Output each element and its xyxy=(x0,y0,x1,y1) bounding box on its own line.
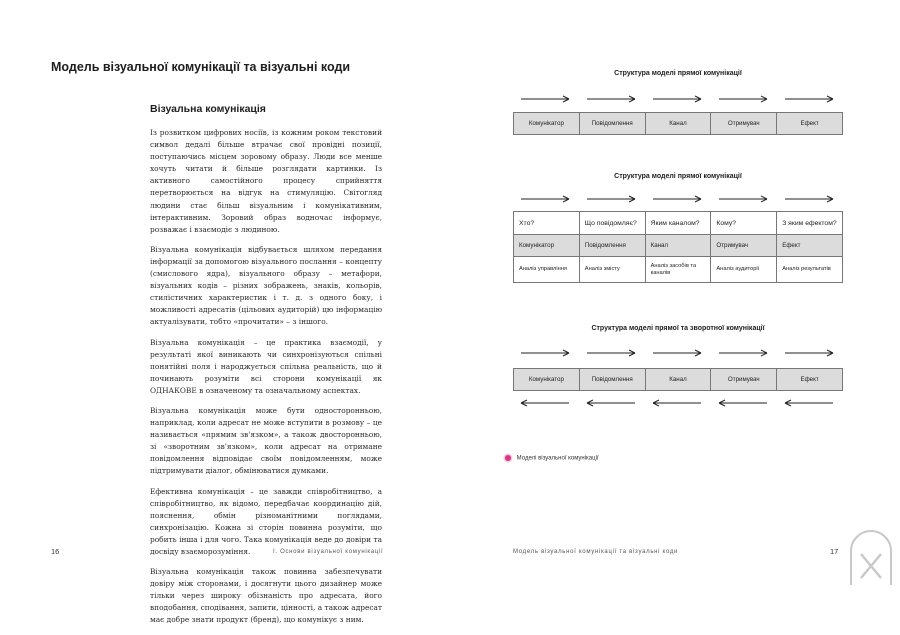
table-row xyxy=(514,212,843,235)
arrow-left-icon xyxy=(719,400,767,406)
forward-arrows xyxy=(513,348,843,358)
arrow-right-icon xyxy=(719,350,767,356)
legend-label: Моделі візуальної комунікації xyxy=(516,455,599,462)
table-cell: Отримувач xyxy=(711,235,777,257)
arrow-right-icon xyxy=(785,350,833,356)
table-cell: Ефект xyxy=(777,235,843,257)
page-number: 16 xyxy=(51,547,60,556)
table-cell: Аналіз управління xyxy=(514,257,580,283)
table-cell: Повідомлення xyxy=(579,369,645,391)
arrow-left-icon xyxy=(521,400,569,406)
feedback-model-table xyxy=(513,368,843,391)
table-cell: Яким каналом? xyxy=(645,212,711,235)
table-row xyxy=(514,369,843,391)
paragraph: Візуальна комунікація може бути односторонньою, наприклад, коли адресат не може вступити в розмову – це називається «прямим зв'язком», а також двосторонньою, зі «зворотним зв'язком», коли адресат на отримане повідомлення відповідає своїм повідомленням, може підтримувати діалог, обмінюватися думками. xyxy=(150,405,382,476)
arrow-left-icon xyxy=(587,400,635,406)
backward-arrows xyxy=(513,398,843,408)
table-cell: Повідомлення xyxy=(579,113,645,135)
paragraph: Ефективна комунікація – це завжди співробітництво, а співробітництво, як відомо, передбачає координацію дій, пояснення, обмін різноманітними поглядами, синхронізацію. Кожна зі сторін повинна розуміти, що робить інша і для чого. Така комунікація веде до довіри та досвіду взаєморозуміння. xyxy=(150,486,382,556)
lasswell-model-table xyxy=(513,211,843,283)
left-page xyxy=(0,0,450,625)
table-cell: Ефект xyxy=(777,113,843,135)
table-cell: Повідомлення xyxy=(579,235,645,257)
direct-model-table xyxy=(513,112,843,135)
paragraph: Візуальна комунікація також повинна забезпечувати довіру між сторонами, і досягнути цього дизайнер може тільки через широку обізнаність про адресата, його вподобання, сподівання, запити, цінності, а також адресат має добре знати продукт (бренд), що комунікує з ним. xyxy=(150,567,382,625)
arrow-right-icon xyxy=(521,350,569,356)
table-cell: Отримувач xyxy=(711,113,777,135)
table-cell: Аналіз результатів xyxy=(777,257,843,283)
table-cell: З яким ефектом? xyxy=(777,212,843,235)
table-cell: Що повідомляє? xyxy=(579,212,645,235)
arrow-right-icon xyxy=(653,96,701,102)
arrow-right-icon xyxy=(653,196,701,202)
figure-legend xyxy=(505,455,599,462)
publisher-logo-icon xyxy=(848,530,894,586)
arrow-right-icon xyxy=(785,96,833,102)
table-cell: Ефект xyxy=(777,369,843,391)
arrow-right-icon xyxy=(653,350,701,356)
table-cell: Канал xyxy=(645,235,711,257)
table-cell: Комунікатор xyxy=(514,235,580,257)
arrow-left-icon xyxy=(653,400,701,406)
page-number: 17 xyxy=(830,547,839,556)
table-cell: Аналіз змісту xyxy=(579,257,645,283)
table-cell: Аналіз аудиторії xyxy=(711,257,777,283)
diagram-title: Структура моделі прямої комунікації xyxy=(614,173,742,180)
diagram-title: Структура моделі прямої та зворотної комунікації xyxy=(591,325,765,332)
table-row xyxy=(514,113,843,135)
chapter-title: Модель візуальної комунікації та візуальні коди xyxy=(51,60,351,74)
arrow-right-icon xyxy=(785,196,833,202)
table-row xyxy=(514,257,843,283)
table-cell: Отримувач xyxy=(711,369,777,391)
table-cell: Канал xyxy=(645,113,711,135)
arrow-right-icon xyxy=(719,196,767,202)
table-cell: Комунікатор xyxy=(514,113,580,135)
paragraph: Візуальна комунікація відбувається шляхом передання інформації за допомогою візуального послання – концепту (смислового ядра), візуального образу – метафори, візуальних кодів – різних зображень, знаків, кольорів, стилістичних характеристик і т. д. з одного боку, і можливості адресатів (цільових аудиторій) цю інформацію актуалізувати, тобто «прочитати» – з іншого. xyxy=(150,244,382,327)
table-cell: Кому? xyxy=(711,212,777,235)
body-text xyxy=(150,127,382,635)
table-cell: Канал xyxy=(645,369,711,391)
table-cell: Хто? xyxy=(514,212,580,235)
table-cell: Комунікатор xyxy=(514,369,580,391)
forward-arrows xyxy=(513,194,843,204)
arrow-right-icon xyxy=(521,96,569,102)
arrow-right-icon xyxy=(587,350,635,356)
diagram-title: Структура моделі прямої комунікації xyxy=(614,70,742,77)
running-head: Модель візуальної комунікації та візуальні коди xyxy=(513,549,679,555)
forward-arrows xyxy=(513,94,843,104)
table-row xyxy=(514,235,843,257)
right-page xyxy=(450,0,900,600)
arrow-right-icon xyxy=(719,96,767,102)
section-subtitle: Візуальна комунікація xyxy=(150,103,266,115)
table-cell: Аналіз засобів та каналів xyxy=(645,257,711,283)
legend-dot-icon xyxy=(505,455,511,461)
paragraph: Візуальна комунікація – це практика взаємодії, у результаті якої виникають чи синхронізуються спільні понятійні поля і народжується спільна реальність, що й починають розуміти всі сторони комунікації як ОДНАКОВЕ в означеному та означальному аспектах. xyxy=(150,337,382,395)
paragraph: Із розвитком цифрових носіїв, із кожним роком текстовий символ дедалі більше втрачає свої провідні позиції, поступаючись місцем зоровому образу. Люди все менше хочуть читати й більше розглядати картинки. Із активного самостійного процесу сприйняття перетворюється на відгук на стимуляцію. Світогляд людини стає більш візуальним і комунікативним, інтерактивним. Зоровий образ водночас інформує, розважає і взаємодіє з людиною. xyxy=(150,128,382,234)
arrow-right-icon xyxy=(587,196,635,202)
running-head: І. Основи візуальної комунікації xyxy=(273,549,384,555)
arrow-right-icon xyxy=(521,196,569,202)
arrow-left-icon xyxy=(785,400,833,406)
arrow-right-icon xyxy=(587,96,635,102)
